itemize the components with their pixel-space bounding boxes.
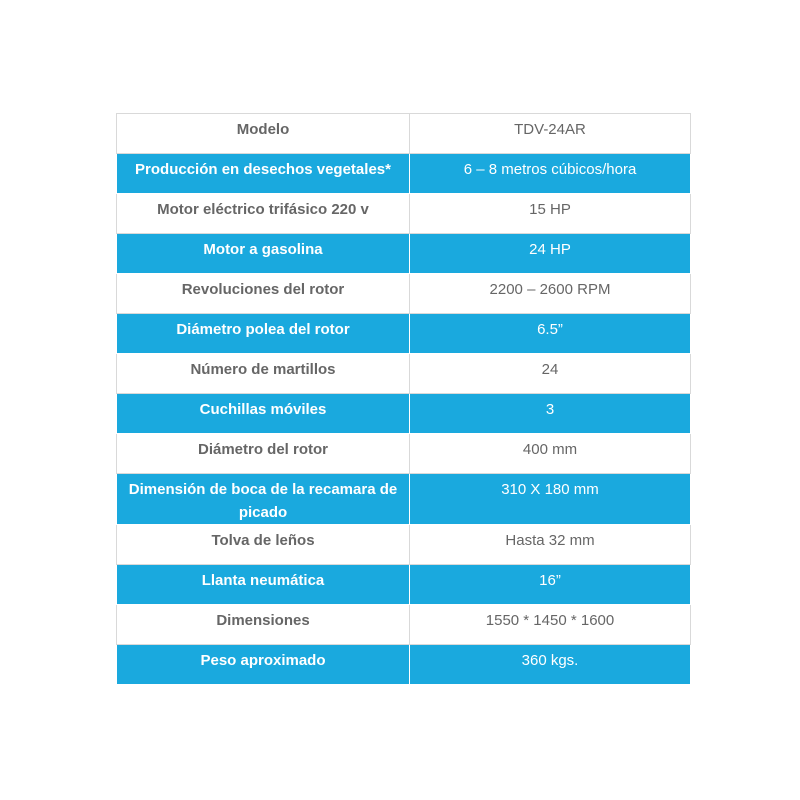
row-label: Dimensiones (117, 605, 410, 645)
row-value: 310 X 180 mm (410, 474, 691, 525)
row-label: Producción en desechos vegetales* (117, 154, 410, 194)
row-value: 360 kgs. (410, 645, 691, 685)
spec-table (116, 113, 691, 685)
table-row-modelo (117, 114, 691, 154)
row-label: Motor a gasolina (117, 234, 410, 274)
row-label: Llanta neumática (117, 565, 410, 605)
row-value: 6.5” (410, 314, 691, 354)
row-value: 6 – 8 metros cúbicos/hora (410, 154, 691, 194)
table-row-revoluciones (117, 274, 691, 314)
row-label: Tolva de leños (117, 525, 410, 565)
row-label: Número de martillos (117, 354, 410, 394)
table-row-cuchillas (117, 394, 691, 434)
table-row-dimensiones (117, 605, 691, 645)
row-label: Dimensión de boca de la recamara de picado (117, 474, 410, 525)
row-value: 24 HP (410, 234, 691, 274)
table-row-motor-gasolina (117, 234, 691, 274)
table-row-diametro-rotor (117, 434, 691, 474)
table-row-polea (117, 314, 691, 354)
table-row-martillos (117, 354, 691, 394)
row-label: Diámetro del rotor (117, 434, 410, 474)
table-row-boca (117, 474, 691, 525)
row-value: 1550 * 1450 * 1600 (410, 605, 691, 645)
table-row-peso (117, 645, 691, 685)
row-value: 400 mm (410, 434, 691, 474)
row-label: Revoluciones del rotor (117, 274, 410, 314)
row-value: 3 (410, 394, 691, 434)
table-row-tolva (117, 525, 691, 565)
row-label: Peso aproximado (117, 645, 410, 685)
row-value: Hasta 32 mm (410, 525, 691, 565)
table-row-llanta (117, 565, 691, 605)
row-value: 15 HP (410, 194, 691, 234)
row-value: 24 (410, 354, 691, 394)
table-row-produccion (117, 154, 691, 194)
row-value: 16” (410, 565, 691, 605)
row-label: Modelo (117, 114, 410, 154)
row-label: Cuchillas móviles (117, 394, 410, 434)
table-row-motor-electrico (117, 194, 691, 234)
row-label: Diámetro polea del rotor (117, 314, 410, 354)
row-label: Motor eléctrico trifásico 220 v (117, 194, 410, 234)
row-value: TDV-24AR (410, 114, 691, 154)
row-value: 2200 – 2600 RPM (410, 274, 691, 314)
